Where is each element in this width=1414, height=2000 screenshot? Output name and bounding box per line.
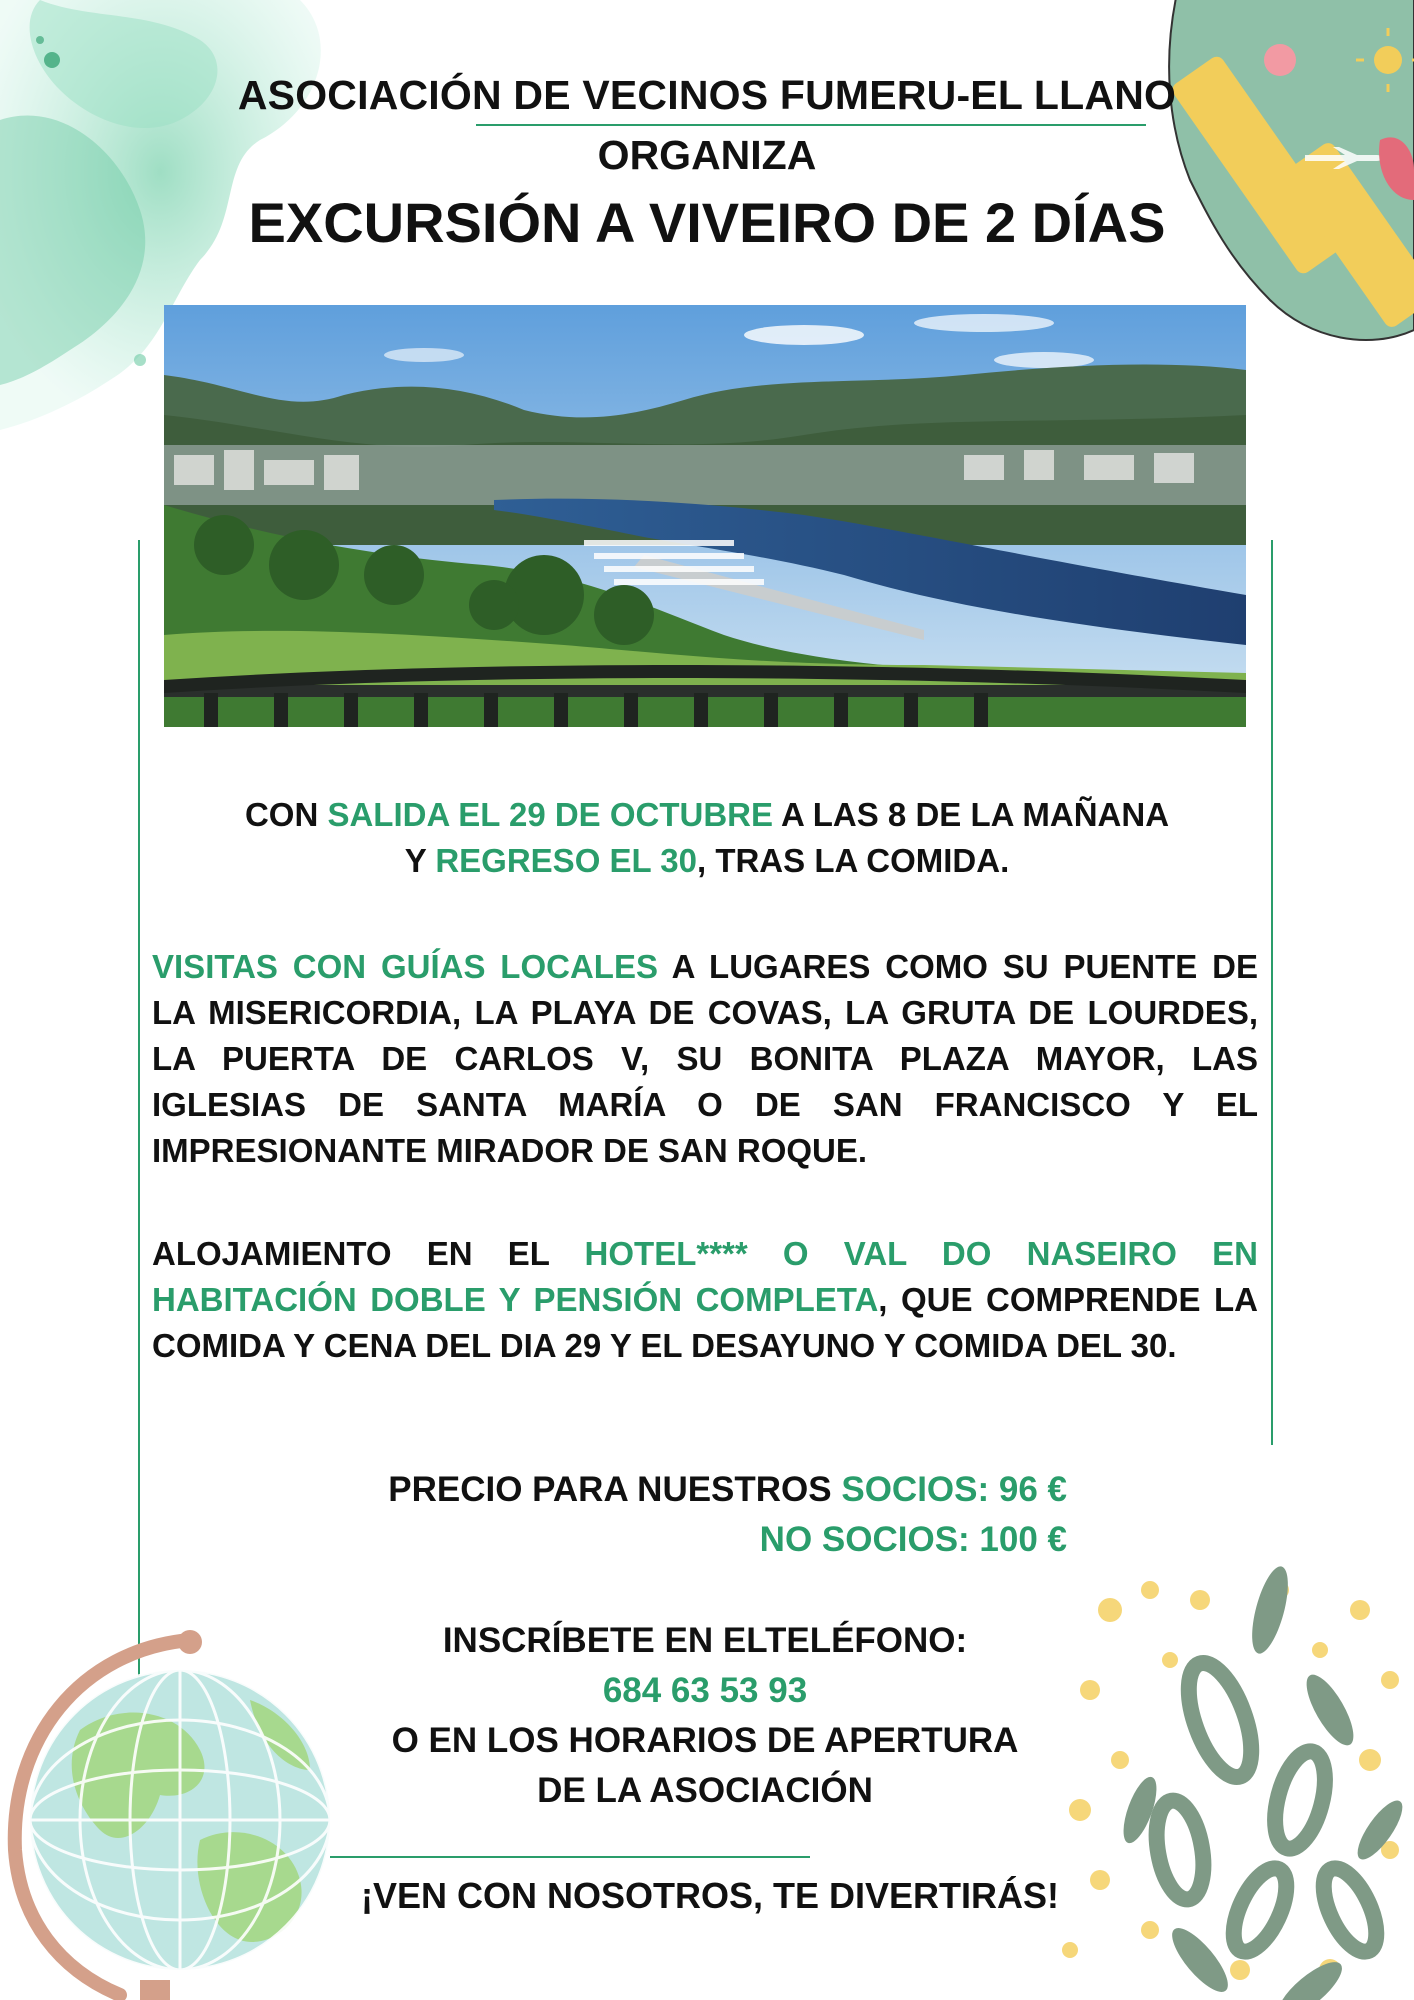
left-frame-line [138,540,140,1690]
right-frame-line [1271,540,1273,1445]
return-prefix: Y [404,842,436,879]
lodging-prefix: ALOJAMIENTO EN EL [152,1235,585,1272]
departure-prefix: CON [244,796,328,833]
footer-divider [330,1856,810,1858]
leaves-dots-decoration [1060,1550,1414,2000]
price-line-members [300,1465,1067,1515]
visits-text: A LUGARES COMO SU PUENTE DE LA MISERICORDIA, LA PLAYA DE COVAS, LA GRUTA DE LOURDES, LA PUERTA DE CARLOS V, SU BONITA PLAZA MAYOR, LAS IGLESIAS DE SANTA MARÍA O DE SAN FRANCISCO Y EL IMPRESIONANTE MIRADOR DE SAN ROQUE. [152,948,1258,1169]
hotel-highlight: HOTEL**** O VAL DO NASEIRO EN HABITACIÓN DOBLE Y PENSIÓN COMPLETA [152,1235,1258,1318]
organiza-label: ORGANIZA [597,132,817,178]
non-members-price: NO SOCIOS: 100 € [759,1520,1067,1559]
visits-highlight: VISITAS CON GUÍAS LOCALES [152,948,658,985]
signup-hours-line: O EN LOS HORARIOS DE APERTURA [391,1721,1019,1760]
price-label: PRECIO PARA NUESTROS [388,1470,842,1509]
association-name: ASOCIACIÓN DE VECINOS FUMERU-EL LLANO [237,72,1177,118]
return-note: , TRAS LA COMIDA. [696,842,1010,879]
signup-phone-label: INSCRÍBETE EN ELTELÉFONO: [442,1621,968,1660]
departure-time: A LAS 8 DE LA MAÑANA [773,796,1170,833]
lodging-paragraph [152,1231,1258,1369]
footer-slogan: ¡VEN CON NOSOTROS, TE DIVERTIRÁS! [360,1875,1060,1916]
return-line [170,838,1244,884]
lodging-text: , QUE COMPRENDE LA COMIDA Y CENA DEL DIA 29 Y EL DESAYUNO Y COMIDA DEL 30. [152,1281,1258,1364]
visits-paragraph [152,944,1258,1174]
return-date: REGRESO EL 30 [435,842,697,879]
members-price: SOCIOS: 96 € [841,1470,1067,1509]
departure-date: SALIDA EL 29 DE OCTUBRE [327,796,774,833]
departure-line [170,792,1244,838]
signup-section [280,1616,1130,1816]
page-title: EXCURSIÓN A VIVEIRO DE 2 DÍAS [248,191,1166,254]
header-divider [476,124,1146,126]
dates-paragraph [170,792,1244,884]
signup-association-line: DE LA ASOCIACIÓN [537,1771,873,1810]
globe-illustration [0,1620,350,2000]
signup-phone-number: 684 63 53 93 [602,1671,808,1710]
viveiro-landscape-photo [164,305,1246,727]
